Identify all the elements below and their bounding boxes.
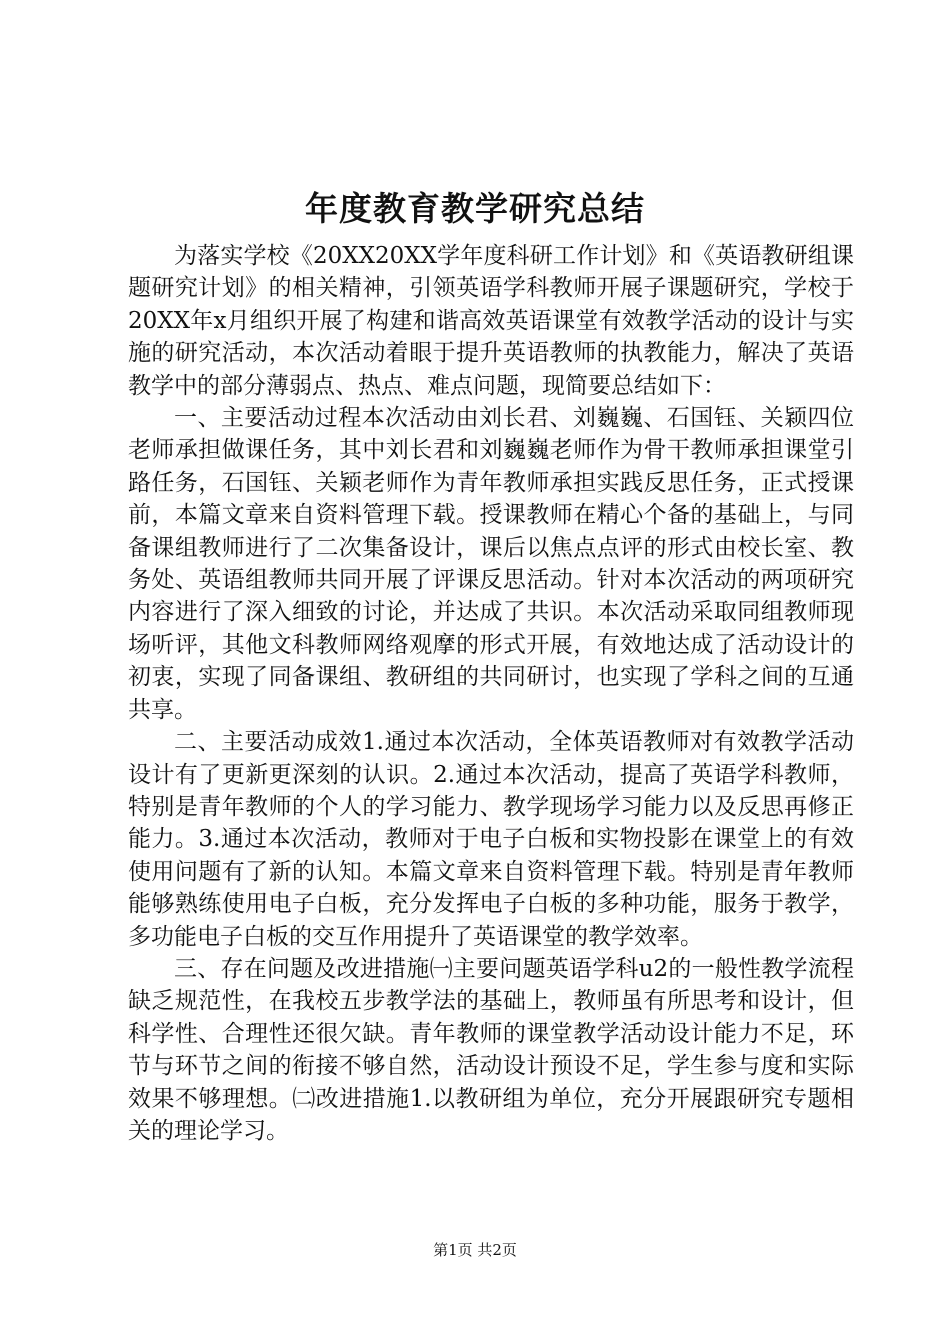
paragraph-problems-measures: 三、存在问题及改进措施㈠主要问题英语学科u2的一般性教学流程缺乏规范性，在我校五步教学法的基础上，教师虽有所思考和设计，但科学性、合理性还很欠缺。青年教师的课堂教学活动设计能力不足，环节与环节之间的衔接不够自然，活动设计预设不足，学生参与度和实际效果不够理想。㈡改进措施1.以教研组为单位，充分开展跟研究专题相关的理论学习。 <box>128 955 854 1144</box>
paragraph-activity-results: 二、主要活动成效1.通过本次活动，全体英语教师对有效教学活动设计有了更新更深刻的认识。2.通过本次活动，提高了英语学科教师，特别是青年教师的个人的学习能力、教学现场学习能力以及反思再修正能力。3.通过本次活动，教师对于电子白板和实物投影在课堂上的有效使用问题有了新的认知。本篇文章来自资料管理下载。特别是青年教师能够熟练使用电子白板，充分发挥电子白板的多种功能，服务于教学，多功能电子白板的交互作用提升了英语课堂的教学效率。 <box>128 729 854 950</box>
document-body <box>128 240 854 1147</box>
document-title: 年度教育教学研究总结 <box>305 189 645 228</box>
paragraph-activity-process: 一、主要活动过程本次活动由刘长君、刘巍巍、石国钰、关颖四位老师承担做课任务，其中刘长君和刘巍巍老师作为骨干教师承担课堂引路任务，石国钰、关颖老师作为青年教师承担实践反思任务，正式授课前，本篇文章来自资料管理下载。授课教师在精心个备的基础上，与同备课组教师进行了二次集备设计，课后以焦点点评的形式由校长室、教务处、英语组教师共同开展了评课反思活动。针对本次活动的两项研究内容进行了深入细致的讨论，并达成了共识。本次活动采取同组教师现场听评，其他文科教师网络观摩的形式开展，有效地达成了活动设计的初衷，实现了同备课组、教研组的共同研讨，也实现了学科之间的互通共享。 <box>128 405 854 723</box>
paragraph-intro: 为落实学校《20XX20XX学年度科研工作计划》和《英语教研组课题研究计划》的相关精神，引领英语学科教师开展子课题研究，学校于20XX年x月组织开展了构建和谐高效英语课堂有效教学活动的设计与实施的研究活动，本次活动着眼于提升英语教师的执教能力，解决了英语教学中的部分薄弱点、热点、难点问题，现简要总结如下： <box>128 243 854 399</box>
page-footer: 第1页 共2页 <box>433 1241 517 1259</box>
